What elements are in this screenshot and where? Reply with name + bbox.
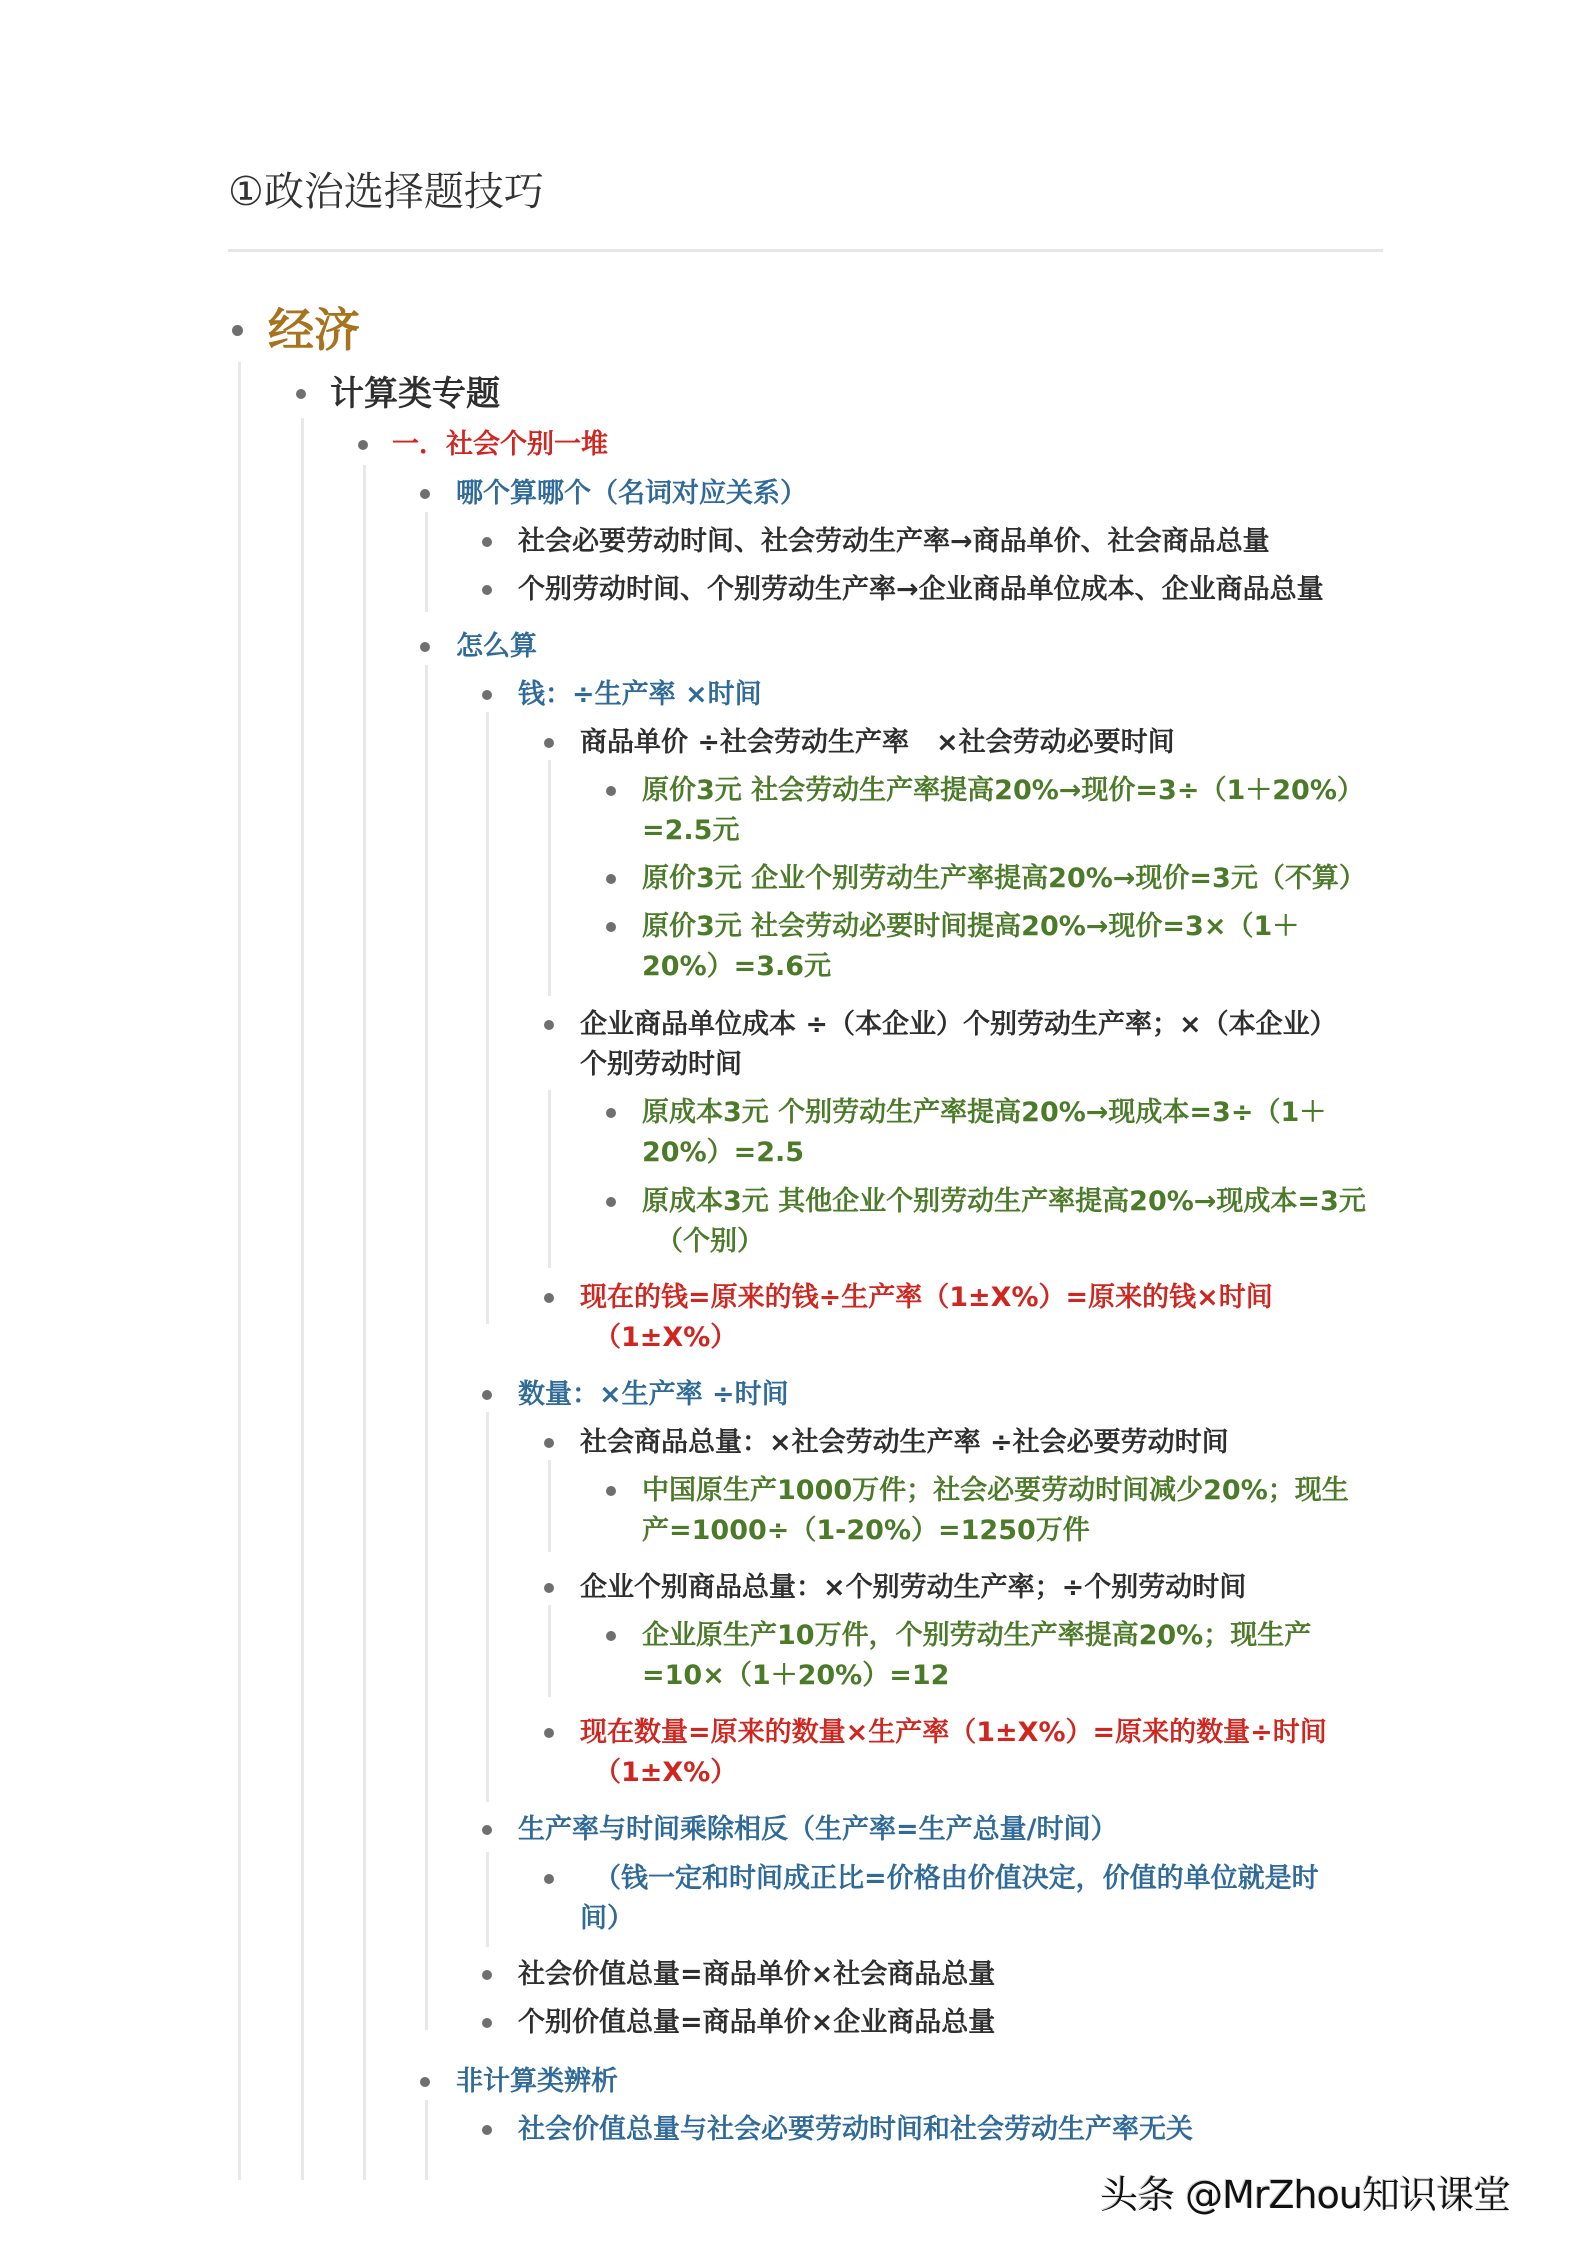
indent-guide-unit-cost <box>548 1090 551 1268</box>
bullet-icon <box>232 325 243 336</box>
outline-item-label: 社会必要劳动时间、社会劳动生产率→商品单价、社会商品总量 <box>518 526 1270 557</box>
bullet-icon <box>482 1825 492 1835</box>
outline-item-non-calc-1[interactable] <box>518 2110 1193 2150</box>
outline-item-line: （1±X%） <box>594 1322 738 1353</box>
outline-item-unit-price-example-3[interactable] <box>642 907 1299 987</box>
outline-item-social-total-example[interactable] <box>642 1471 1349 1551</box>
outline-item-which-1[interactable] <box>518 522 1270 562</box>
bullet-icon <box>420 642 430 652</box>
indent-guide-which <box>425 512 428 612</box>
bullet-icon <box>482 537 492 547</box>
outline-item-line: =2.5元 <box>642 815 740 846</box>
bullet-icon <box>482 585 492 595</box>
outline-item-label: 数量：×生产率 ÷时间 <box>518 1379 789 1410</box>
outline-item-line: 原价3元 社会劳动必要时间提高20%→现价=3×（1＋ <box>642 911 1300 942</box>
bullet-icon <box>606 874 616 884</box>
indent-guide-how <box>425 665 428 2030</box>
outline-item-calc-topic[interactable] <box>330 370 500 418</box>
bullet-icon <box>544 1293 554 1303</box>
indent-guide-non-calc <box>425 2100 428 2180</box>
bullet-icon <box>482 2125 492 2135</box>
outline-item-line: （个别） <box>656 1226 764 1257</box>
outline-item-label: 个别价值总量=商品单价×企业商品总量 <box>518 2007 996 2038</box>
outline-item-unit-price[interactable] <box>580 723 1175 763</box>
outline-item-line: （1±X%） <box>594 1757 738 1788</box>
outline-item-social-value-total[interactable] <box>518 1955 995 1995</box>
indent-guide-unit-price <box>548 760 551 996</box>
bullet-icon <box>482 1970 492 1980</box>
outline-item-line: =10×（1＋20%）=12 <box>642 1660 950 1691</box>
bullet-icon <box>296 389 306 399</box>
outline-item-label: 经济 <box>268 303 360 357</box>
outline-item-economy[interactable] <box>268 298 360 362</box>
outline-item-label: 社会商品总量：×社会劳动生产率 ÷社会必要劳动时间 <box>580 1427 1229 1458</box>
outline-item-line: （钱一定和时间成正比=价格由价值决定，价值的单位就是时 <box>594 1863 1319 1894</box>
outline-item-label: 哪个算哪个（名词对应关系） <box>456 478 807 509</box>
outline-item-label: 钱：÷生产率 ×时间 <box>518 679 762 710</box>
outline-item-quantity[interactable] <box>518 1375 789 1415</box>
outline-item-label: 企业个别商品总量：×个别劳动生产率；÷个别劳动时间 <box>580 1572 1247 1603</box>
outline-item-inverse-note[interactable] <box>580 1859 1319 1939</box>
indent-guide-money <box>486 712 489 1324</box>
outline-item-unit-cost-example-2[interactable] <box>642 1182 1366 1262</box>
outline-item-social-individual[interactable] <box>392 425 608 465</box>
outline-item-line: 企业原生产10万件，个别劳动生产率提高20%；现生产 <box>642 1620 1312 1651</box>
bullet-icon <box>544 1874 554 1884</box>
bullet-icon <box>606 1197 616 1207</box>
bullet-icon <box>606 922 616 932</box>
bullet-icon <box>606 1486 616 1496</box>
indent-guide-social-total <box>548 1460 551 1552</box>
outline-item-individual-value-total[interactable] <box>518 2003 995 2043</box>
indent-guide-l3 <box>363 465 366 2180</box>
outline-item-inverse[interactable] <box>518 1810 1117 1850</box>
bullet-icon <box>544 1728 554 1738</box>
bullet-icon <box>606 786 616 796</box>
bullet-icon <box>544 1583 554 1593</box>
indent-guide-l1 <box>238 362 241 2180</box>
watermark: 头条 @MrZhou知识课堂 <box>1100 2173 1510 2217</box>
outline-item-label: 计算类专题 <box>330 374 500 414</box>
indent-guide-firm-total <box>548 1605 551 1697</box>
outline-item-line: 现在的钱=原来的钱÷生产率（1±X%）=原来的钱×时间 <box>580 1282 1273 1313</box>
outline-item-how[interactable] <box>456 627 537 667</box>
outline-item-label: 生产率与时间乘除相反（生产率=生产总量/时间） <box>518 1814 1118 1845</box>
bullet-icon <box>544 738 554 748</box>
bullet-icon <box>606 1108 616 1118</box>
outline-item-line: 原价3元 企业个别劳动生产率提高20%→现价=3元（不算） <box>642 863 1366 894</box>
outline-item-line: 20%）=2.5 <box>642 1137 805 1168</box>
outline-item-line: 原成本3元 其他企业个别劳动生产率提高20%→现成本=3元 <box>642 1186 1366 1217</box>
outline-item-unit-cost[interactable] <box>580 1005 1337 1085</box>
outline-item-line: 个别劳动时间 <box>580 1049 742 1080</box>
outline-item-social-total[interactable] <box>580 1423 1229 1463</box>
outline-item-line: 产=1000÷（1-20%）=1250万件 <box>642 1515 1090 1546</box>
outline-item-line: 企业商品单位成本 ÷（本企业）个别劳动生产率；×（本企业） <box>580 1009 1337 1040</box>
bullet-icon <box>482 1390 492 1400</box>
bullet-icon <box>358 440 368 450</box>
outline-item-label: 非计算类辨析 <box>456 2066 618 2097</box>
outline-item-line: 现在数量=原来的数量×生产率（1±X%）=原来的数量÷时间 <box>580 1717 1327 1748</box>
outline-item-line: 原价3元 社会劳动生产率提高20%→现价=3÷（1＋20%） <box>642 775 1364 806</box>
bullet-icon <box>606 1631 616 1641</box>
outline-item-label: 怎么算 <box>456 631 537 662</box>
outline-item-money-formula[interactable] <box>580 1278 1273 1358</box>
bullet-icon <box>544 1438 554 1448</box>
indent-guide-quantity <box>486 1412 489 1802</box>
outline-item-label: 一．社会个别一堆 <box>392 429 608 460</box>
bullet-icon <box>482 2018 492 2028</box>
outline-item-label: 商品单价 ÷社会劳动生产率 ×社会劳动必要时间 <box>580 727 1175 758</box>
outline-item-line: 20%）=3.6元 <box>642 951 832 982</box>
outline-item-label: 社会价值总量=商品单价×社会商品总量 <box>518 1959 996 1990</box>
outline-item-non-calc[interactable] <box>456 2062 618 2102</box>
outline-item-unit-price-example-2[interactable] <box>642 859 1366 899</box>
outline-item-line: 间） <box>580 1903 634 1934</box>
title-divider <box>228 249 1383 252</box>
outline-item-firm-total[interactable] <box>580 1568 1246 1608</box>
outline-item-line: 中国原生产1000万件；社会必要劳动时间减少20%；现生 <box>642 1475 1349 1506</box>
outline-item-label: 个别劳动时间、个别劳动生产率→企业商品单位成本、企业商品总量 <box>518 574 1324 605</box>
indent-guide-l2 <box>301 418 304 2180</box>
outline-item-unit-cost-example-1[interactable] <box>642 1093 1326 1173</box>
indent-guide-inverse <box>486 1852 489 1947</box>
outline-item-label: 社会价值总量与社会必要劳动时间和社会劳动生产率无关 <box>518 2114 1193 2145</box>
page-title: ①政治选择题技巧 <box>228 169 544 215</box>
outline-item-unit-price-example-1[interactable] <box>642 771 1364 851</box>
outline-item-money[interactable] <box>518 675 762 715</box>
outline-item-which-2[interactable] <box>518 570 1324 610</box>
bullet-icon <box>420 489 430 499</box>
bullet-icon <box>544 1020 554 1030</box>
bullet-icon <box>420 2077 430 2087</box>
outline-item-firm-total-example[interactable] <box>642 1616 1311 1696</box>
bullet-icon <box>482 690 492 700</box>
outline-item-line: 原成本3元 个别劳动生产率提高20%→现成本=3÷（1＋ <box>642 1097 1327 1128</box>
outline-item-which[interactable] <box>456 474 807 514</box>
outline-item-quantity-formula[interactable] <box>580 1713 1327 1793</box>
